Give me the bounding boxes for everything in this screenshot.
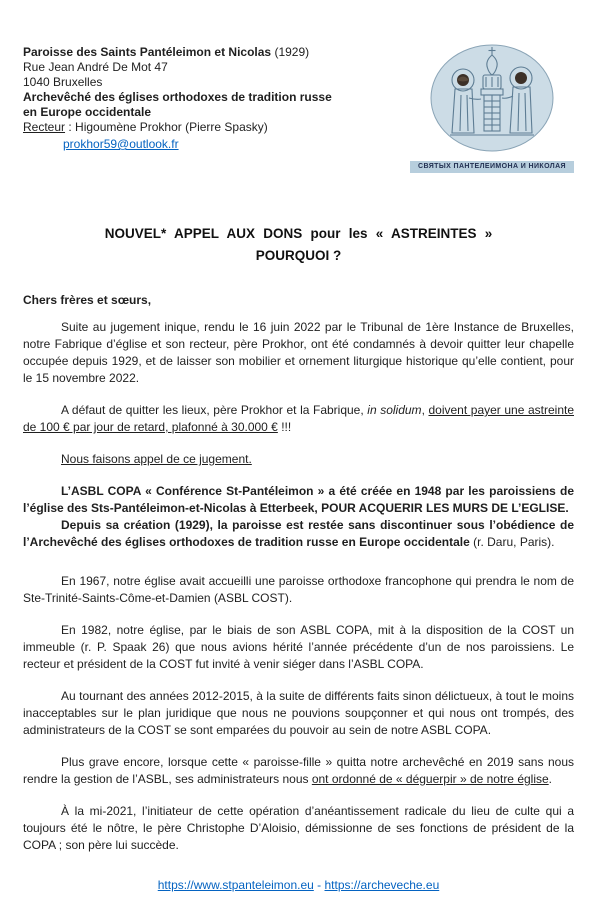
paragraph-text: Plus grave encore, lorsque cette « paroisse-fille » quitta notre archevêché en 2019 sans nous rendre la gestion de l’ASBL, ses administrateurs nous: [23, 755, 574, 786]
appeal-underlined: Nous faisons appel de ce jugement.: [61, 452, 252, 466]
footer-separator: -: [313, 878, 325, 892]
paragraph-asbl-copa: L’ASBL COPA « Conférence St-Pantéleimon » a été créée en 1948 par les paroissiens de l’église des Sts-Pantéleimon-et-Nicolas à Etterbeek, POUR ACQUERIR LES MURS DE L’EGLISE.: [23, 484, 574, 515]
parish-website-link[interactable]: https://www.stpanteleimon.eu: [157, 878, 314, 892]
paragraph-astreinte: [23, 402, 574, 436]
archdiocese-website-link[interactable]: https://archeveche.eu: [324, 878, 440, 892]
parish-info-block: [23, 45, 332, 152]
rector-value: : Higoumène Prokhor (Pierre Spasky): [65, 120, 268, 134]
parish-logo: [410, 43, 574, 173]
paragraph-2012-2015: Au tournant des années 2012-2015, à la suite de différents faits sinon délictueux, à tout le moins inacceptables sur le plan juridique que nous ne pouvions soupçonner et qui nous ont trompés, des administrateurs de la COST se sont emparées du pouvoir au sein de notre ASBL COPA.: [23, 689, 574, 737]
email-line: [63, 137, 332, 152]
rector-email-link[interactable]: prokhor59@outlook.fr: [63, 137, 179, 151]
paragraph-text: .: [548, 772, 553, 786]
obedience-bold: Depuis sa création (1929), la paroisse est restée sans discontinuer sous l’obédience de l’Archevêché des églises orthodoxes de tradition russe en Europe occidentale: [23, 518, 574, 549]
title-line-2: POURQUOI ?: [255, 248, 342, 263]
letter-body: [23, 292, 574, 854]
paragraph-1967: En 1967, notre église avait accueilli une paroisse orthodoxe francophone qui prendra le nom de Ste-Trinité-Saints-Côme-et-Damien (ASBL COST).: [23, 574, 574, 605]
paragraph-1982: En 1982, notre église, par le biais de son ASBL COPA, mit à la disposition de la COST un immeuble (r. P. Spaak 26) que nous avions hérité l’année précédente d’un de nos paroissiens. Le recteur et président de la COST fut invité à venir siéger dans l’ASBL COPA.: [23, 623, 574, 671]
paragraph-2019: [23, 754, 574, 788]
title-line-1: NOUVEL* APPEL AUX DONS pour les « ASTREINTES »: [104, 226, 493, 241]
paragraph-2021: À la mi-2021, l’initiateur de cette opération d’anéantissement radicale du lieu de culte qui a toujours été le nôtre, le père Christophe D’Aloisio, démissionne de ses fonctions de président de la COPA ; son père lui succède.: [23, 804, 574, 852]
rector-line: [23, 120, 332, 135]
paragraph-obedience: [23, 517, 574, 551]
penalty-underlined: doivent payer une astreinte de 100 € par jour de retard, plafonné à 30.000 €: [23, 403, 574, 434]
parish-name-line: [23, 45, 332, 60]
footer-links: [23, 878, 574, 892]
parish-logo-image: [417, 43, 567, 155]
paragraph-text: A défaut de quitter les lieux, père Prokhor et la Fabrique,: [61, 403, 368, 417]
paragraph-judgment: Suite au jugement inique, rendu le 16 juin 2022 par le Tribunal de 1ère Instance de Bruxelles, notre Fabrique d’église et son recteur, père Prokhor, ont été condamnés à devoir quitter leur chapelle occupée depuis 1929, et de laisser son mobilier et ornement liturgique historique qu’elle contient, pour le 15 novembre 2022.: [23, 320, 574, 385]
paragraph-text: !!!: [277, 420, 292, 434]
salutation: Chers frères et sœurs,: [23, 293, 152, 307]
rector-label: Recteur: [23, 120, 66, 134]
archdiocese-line-1: Archevêché des églises orthodoxes de tradition russe: [23, 90, 332, 104]
eviction-underlined: ont ordonné de « déguerpir » de notre église: [311, 772, 549, 786]
address-line-2: 1040 Bruxelles: [23, 75, 103, 89]
address-line-1: Rue Jean André De Mot 47: [23, 60, 168, 74]
document-header: [23, 45, 574, 173]
document-title: [23, 223, 574, 267]
latin-term-italic: in solidum: [367, 403, 422, 417]
archdiocese-line-2: en Europe occidentale: [23, 105, 152, 119]
obedience-regular: (r. Daru, Paris).: [473, 535, 555, 549]
paragraph-text: ,: [421, 403, 429, 417]
logo-caption-text: СВЯТЫХ ПАНТЕЛЕИМОНА И НИКОЛАЯ: [410, 161, 574, 173]
parish-year: (1929): [271, 45, 310, 59]
paragraph-appeal: [23, 451, 574, 468]
parish-name: Paroisse des Saints Pantéleimon et Nicolas: [23, 45, 272, 59]
